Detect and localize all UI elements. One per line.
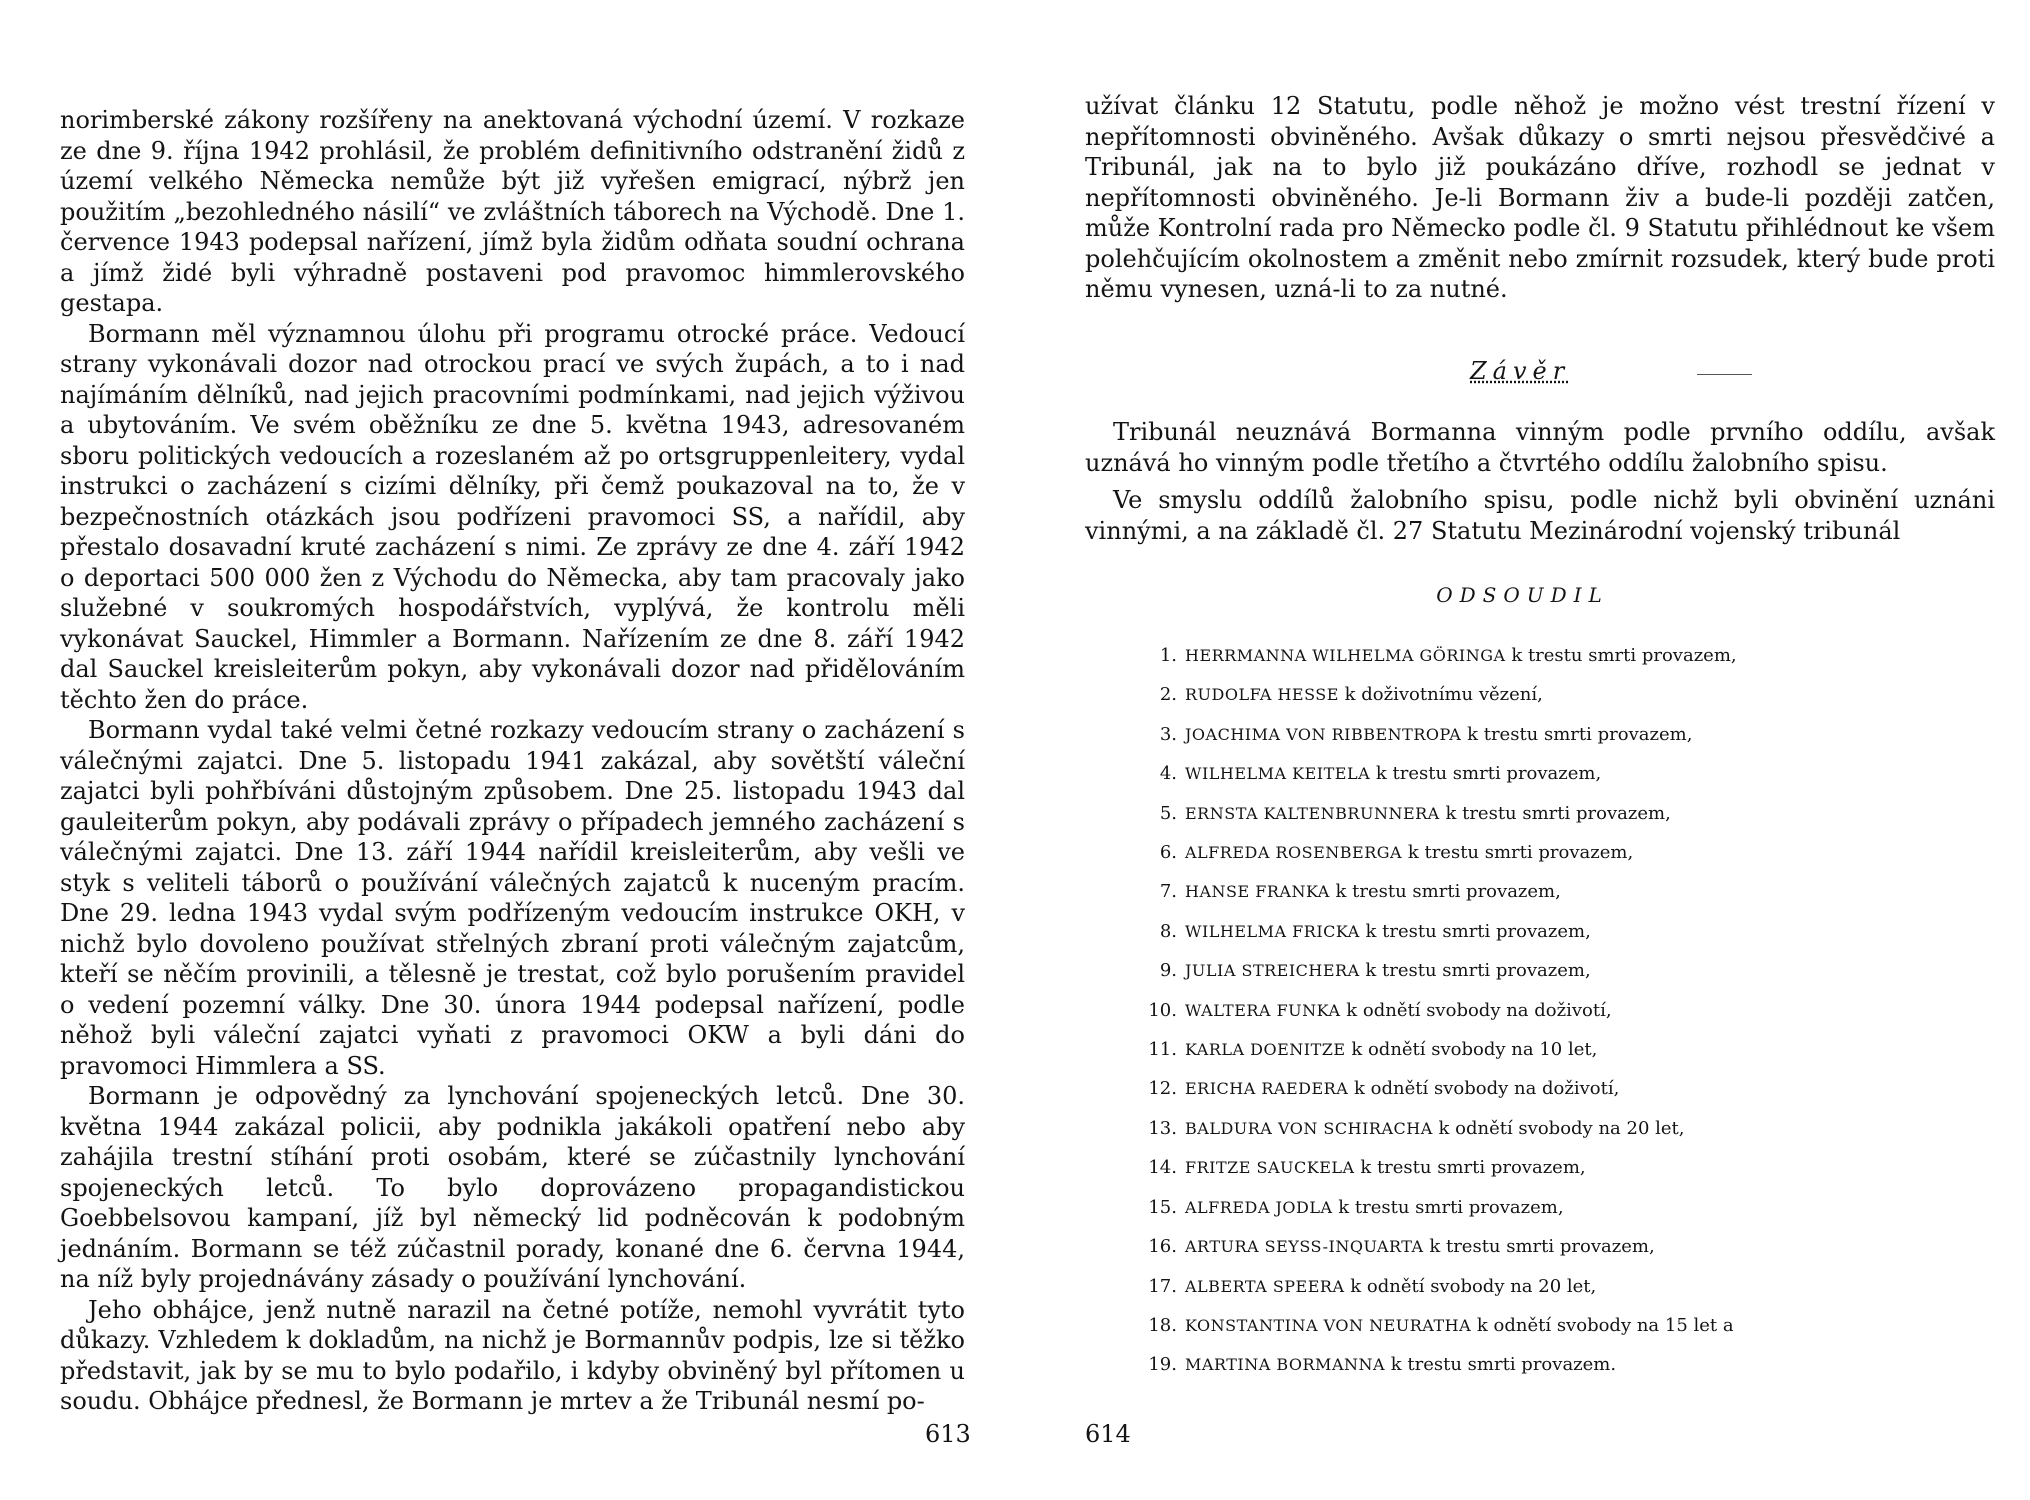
sentence-heading: ODSOUDIL — [1436, 583, 1609, 607]
defendant-name: JULIA STREICHERA — [1185, 961, 1360, 981]
defendant-name: ERICHA RAEDERA — [1185, 1079, 1349, 1099]
list-item — [1141, 1345, 1961, 1384]
sentence-text: k doživotnímu vězení, — [1344, 684, 1543, 706]
item-number: 3. — [1159, 723, 1177, 745]
list-item — [1141, 912, 1961, 951]
sentence-text: k odnětí svobody na doživotí, — [1346, 999, 1612, 1021]
defendant-name: WILHELMA KEITELA — [1185, 764, 1371, 784]
defendant-name: KONSTANTINA VON NEURATHA — [1185, 1315, 1472, 1335]
list-item — [1141, 754, 1961, 793]
defendant-name: JOACHIMA VON RIBBENTROPA — [1185, 724, 1462, 744]
sentence-text: k trestu smrti provazem, — [1360, 1157, 1586, 1179]
list-item — [1141, 833, 1961, 872]
sentence-text: k trestu smrti provazem. — [1390, 1354, 1617, 1376]
left-page-body — [60, 105, 965, 1417]
sentence-text: k trestu smrti provazem, — [1429, 1236, 1655, 1258]
defendant-name: RUDOLFA HESSE — [1185, 685, 1339, 705]
list-item — [1141, 872, 1961, 911]
list-item — [1141, 715, 1961, 754]
list-item — [1141, 1227, 1961, 1266]
item-number: 13. — [1148, 1117, 1177, 1139]
sentence-text: k trestu smrti provazem, — [1445, 802, 1671, 824]
sentence-list — [1141, 636, 1961, 1385]
defendant-name: WALTERA FUNKA — [1185, 1000, 1341, 1020]
section-heading: Závěr — [1470, 357, 1571, 385]
list-item — [1141, 794, 1961, 833]
paragraph: Tribunál neuznává Bormanna vinným podle prvního oddílu, avšak uznává ho vinným podle třetího a čtvrtého oddílu žalobního spisu. — [1085, 418, 1995, 477]
page-number: 614 — [1085, 1420, 1131, 1448]
paragraph: Bormann měl významnou úlohu při programu otrocké práce. Vedoucí strany vykonávali dozor nad otrockou prací ve svých župách, a to i nad najímáním dělníků, nad jejich pracovními podmínkami, nad jejich výživou a ubytováním. Ve svém oběžníku ze dne 5. května 1943, adresovaném sboru politických vedoucích a rozeslaném až po ortsgruppenleitery, vydal instrukci o zacházení s cizími dělníky, při čemž poukazoval na to, že v bezpečnostních otázkách jsou podřízeni pravomoci SS, a nařídil, aby přestalo dosavadní kruté zacházení s nimi. Ze zprávy ze dne 4. září 1942 o deportaci 500 000 žen z Východu do Německa, aby tam pracovaly jako služebné v soukromých hospodářstvích, vyplývá, že kontrolu měli vykonávat Sauckel, Himmler a Bormann. Nařízením ze dne 8. září 1942 dal Sauckel kreisleiterům pokyn, aby vykonávali dozor nad přidělováním těchto žen do práce. — [60, 319, 965, 714]
sentence-text: k odnětí svobody na 20 let, — [1438, 1117, 1685, 1139]
item-number: 2. — [1159, 684, 1177, 706]
paragraph: Ve smyslu oddílů žalobního spisu, podle nichž byli obvinění uznáni vinnými, a na základě čl. 27 Statutu Mezinárodní vojenský tribunál — [1085, 486, 1995, 545]
paragraph: užívat článku 12 Statutu, podle něhož je možno vést trestní řízení v nepřítomnosti obviněného. Avšak důkazy o smrti nejsou přesvědčivé a Tribunál, jak na to bylo již poukázáno dříve, rozhodl se jednat v nepřítomnosti obviněného. Je-li Bormann živ a bude-li později zatčen, může Kontrolní rada pro Německo podle čl. 9 Statutu přihlédnout ke všem polehčujícím okolnostem a změnit nebo zmírnit rozsudek, který bude proti němu vynesen, uzná-li to za nutné. — [1085, 92, 1995, 303]
list-item — [1141, 636, 1961, 675]
item-number: 1. — [1159, 645, 1177, 666]
item-number: 17. — [1148, 1275, 1177, 1297]
sentence-text: k odnětí svobody na 20 let, — [1350, 1275, 1597, 1297]
sentence-text: k trestu smrti provazem, — [1335, 881, 1561, 903]
right-page — [1015, 0, 2030, 1500]
list-item — [1141, 991, 1961, 1030]
list-item — [1141, 1109, 1961, 1148]
item-number: 10. — [1148, 999, 1177, 1021]
list-item — [1141, 1306, 1961, 1345]
defendant-name: KARLA DOENITZE — [1185, 1040, 1346, 1060]
item-number: 12. — [1148, 1078, 1177, 1100]
item-number: 6. — [1159, 842, 1177, 864]
defendant-name: HERRMANNA WILHELMA GÖRINGA — [1185, 646, 1506, 665]
sentence-text: k trestu smrti provazem, — [1365, 960, 1591, 982]
heading-rule — [1697, 374, 1752, 375]
list-item — [1141, 951, 1961, 990]
item-number: 9. — [1159, 960, 1177, 982]
sentence-text: k odnětí svobody na doživotí, — [1354, 1078, 1620, 1100]
item-number: 18. — [1148, 1314, 1177, 1336]
defendant-name: ALFREDA ROSENBERGA — [1185, 843, 1403, 863]
sentence-text: k trestu smrti provazem, — [1407, 842, 1634, 864]
sentence-text: k trestu smrti provazem, — [1375, 763, 1602, 785]
list-item — [1141, 1188, 1961, 1227]
paragraph: Bormann je odpovědný za lynchování spojeneckých letců. Dne 30. května 1944 zakázal policii, aby podnikla jakákoli opatření nebo aby zahájila trestní stíhání proti osobám, které se zúčastnily lynchování spojeneckých letců. To bylo doprovázeno propagandistickou Goebbelsovou kampaní, jíž byl německý lid podněcován k podobným jednáním. Bormann se též zúčastnil porady, konané dne 6. června 1944, na níž byly projednávány zásady o používání lynchování. — [60, 1082, 965, 1293]
verdict-text — [1085, 417, 1995, 553]
defendant-name: MARTINA BORMANNA — [1185, 1355, 1386, 1375]
item-number: 19. — [1148, 1354, 1177, 1376]
item-number: 8. — [1159, 920, 1177, 942]
item-number: 14. — [1148, 1157, 1177, 1179]
sentence-text: k trestu smrti provazem, — [1338, 1196, 1564, 1218]
item-number: 15. — [1148, 1196, 1177, 1218]
item-number: 16. — [1148, 1236, 1177, 1258]
list-item — [1141, 1267, 1961, 1306]
item-number: 11. — [1148, 1039, 1177, 1061]
sentence-text: k trestu smrti provazem, — [1467, 723, 1693, 745]
sentence-text: k trestu smrti provazem, — [1365, 920, 1591, 942]
list-item — [1141, 1069, 1961, 1108]
right-page-intro — [1085, 91, 1995, 305]
sentence-text: k odnětí svobody na 10 let, — [1351, 1039, 1598, 1061]
paragraph: Jeho obhájce, jenž nutně narazil na četné potíže, nemohl vyvrátit tyto důkazy. Vzhledem k dokladům, na nichž je Bormannův podpis, lze si těžko představit, jak by se mu to bylo podařilo, i kdyby obviněný byl přítomen u soudu. Obhájce přednesl, že Bormann je mrtev a že Tribunál nesmí po- — [60, 1295, 965, 1415]
defendant-name: ALFREDA JODLA — [1185, 1197, 1333, 1217]
paragraph: Bormann vydal také velmi četné rozkazy vedoucím strany o zacházení s válečnými zajatci. Dne 5. listopadu 1941 zakázal, aby sovětští váleční zajatci byli pohřbíváni důstojným způsobem. Dne 25. listopadu 1943 dal gauleiterům pokyn, aby podávali zprávy o případech jemného zacházení s válečnými zajatci. Dne 13. září 1944 nařídil kreisleiterům, aby vešli ve styk s veliteli táborů o používání válečných zajatců k nuceným pracím. Dne 29. ledna 1943 vydal svým podřízeným vedoucím instrukce OKH, v nichž bylo dovoleno používat střelných zbraní proti válečným zajatcům, kteří se něčím provinili, a tělesně je trestat, což bylo porušením pravidel o vedení pozemní války. Dne 30. února 1944 podepsal nařízení, podle něhož byli váleční zajatci vyňati z pravomoci OKW a byli dáni do pravomoci Himmlera a SS. — [60, 716, 965, 1080]
defendant-name: BALDURA VON SCHIRACHA — [1185, 1118, 1433, 1138]
item-number: 5. — [1159, 802, 1177, 824]
defendant-name: ERNSTA KALTENBRUNNERA — [1185, 803, 1440, 823]
item-number: 7. — [1159, 881, 1177, 903]
page-number: 613 — [925, 1420, 971, 1448]
list-item — [1141, 1148, 1961, 1187]
sentence-text: k odnětí svobody na 15 let a — [1476, 1314, 1734, 1336]
item-number: 4. — [1159, 763, 1177, 785]
list-item — [1141, 675, 1961, 714]
defendant-name: HANSE FRANKA — [1185, 882, 1330, 902]
paragraph: norimberské zákony rozšířeny na anektovaná východní území. V rozkaze ze dne 9. října 1942 prohlásil, že problém definitivního odstranění židů z území velkého Německa nemůže být již vyřešen emigrací, nýbrž jen použitím „bezohledného násilí“ ve zvláštních táborech na Východě. Dne 1. července 1943 podepsal nařízení, jímž byla židům odňata soudní ochrana a jímž židé byli výhradně postaveni pod pravomoc himmlerovského gestapa. — [60, 106, 965, 317]
defendant-name: FRITZE SAUCKELA — [1185, 1158, 1355, 1178]
defendant-name: ARTURA SEYSS-INQUARTA — [1185, 1237, 1424, 1257]
defendant-name: ALBERTA SPEERA — [1185, 1276, 1345, 1296]
list-item — [1141, 1030, 1961, 1069]
sentence-text: k trestu smrti provazem, — [1511, 645, 1737, 666]
defendant-name: WILHELMA FRICKA — [1185, 921, 1360, 941]
